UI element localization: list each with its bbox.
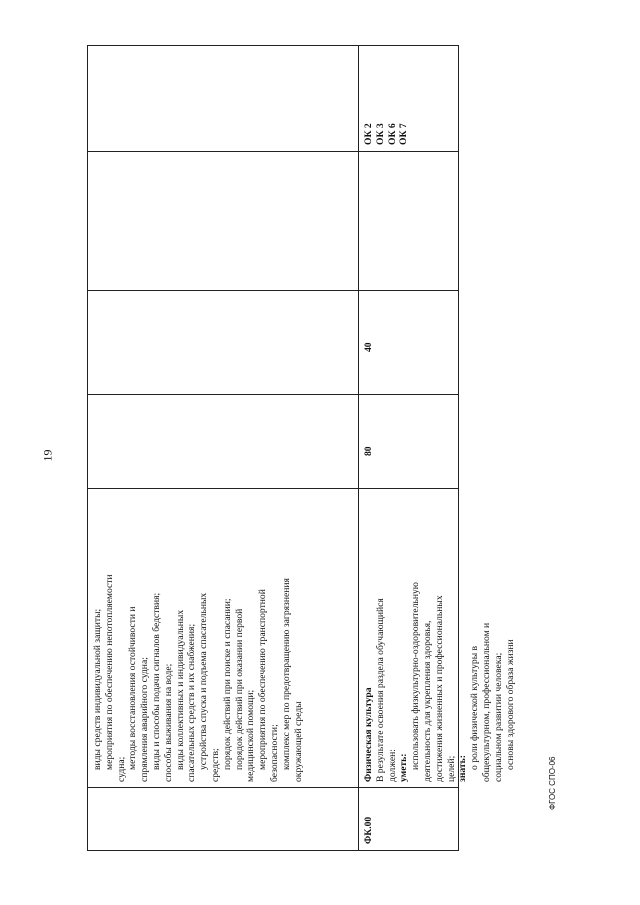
- fk-content: [363, 582, 516, 782]
- section-title: Физическая культура: [363, 687, 374, 782]
- content-line: социальном развитии человека;: [492, 652, 504, 782]
- content-line: окружающей среды: [292, 701, 304, 782]
- content-line: виды средств индивидуальной защиты;: [92, 608, 103, 770]
- content-line: спасательных средств и их снабжения;: [186, 623, 198, 782]
- col-divider-code: [87, 787, 459, 788]
- table-border-bottom: [87, 850, 459, 851]
- content-line: деятельность для укрепления здоровья,: [421, 620, 433, 782]
- content-line: спрямления аварийного судна;: [139, 657, 151, 782]
- content-line: безопасности;: [268, 724, 280, 782]
- content-line: должен:: [386, 749, 398, 782]
- footer-label: ФГОС СПО-06: [548, 756, 557, 810]
- col-divider-blank: [87, 290, 459, 291]
- competency-code: ОК 3: [374, 123, 386, 145]
- table-border-left: [87, 45, 88, 851]
- page-number: 19: [40, 449, 55, 462]
- max-hours: 80: [363, 446, 374, 456]
- content-line: медицинской помощи;: [245, 689, 257, 782]
- content-line: комплекс мер по предотвращению загрязнения: [280, 578, 292, 770]
- col-divider-content: [87, 488, 459, 489]
- content-line: достижения жизненных и профессиональных: [433, 595, 445, 782]
- content-line: мероприятия по обеспечению транспортной: [257, 589, 269, 770]
- content-line: основы здорового образа жизни: [504, 639, 516, 770]
- content-line: общекультурном, профессиональном и: [480, 622, 492, 782]
- row-code: ФК.00: [363, 816, 374, 844]
- required-hours: 40: [363, 342, 374, 352]
- content-line: порядок действий при оказании первой: [233, 608, 245, 770]
- content-line: виды коллективных и индивидуальных: [174, 609, 186, 770]
- col-divider-competencies: [87, 151, 459, 152]
- content-line: средств;: [209, 748, 221, 782]
- content-line: порядок действий при поиске и спасании;: [221, 598, 233, 770]
- content-line: методы восстановления остойчивости и: [127, 606, 139, 770]
- content-line: способы выживания на воде;: [162, 663, 174, 782]
- content-line: о роли физической культуры в: [469, 645, 481, 770]
- col-divider-hours: [87, 394, 459, 395]
- continuation-content: [92, 574, 304, 782]
- table-border-top: [87, 45, 459, 46]
- content-line: виды и способы подачи сигналов бедствия;: [150, 592, 162, 770]
- competency-code: ОК 6: [386, 123, 398, 145]
- content-line: знать:: [457, 755, 469, 782]
- content-line: мероприятия по обеспечению непотопляемости: [103, 574, 115, 770]
- content-line: целей;: [445, 755, 457, 782]
- content-line: уметь:: [398, 753, 410, 782]
- competencies: [363, 123, 410, 145]
- competency-code: ОК 2: [363, 123, 374, 145]
- content-line: судна;: [115, 756, 127, 782]
- content-line: устройства спуска и подъема спасательных: [198, 592, 210, 770]
- content-line: В результате освоения раздела обучающийся: [374, 598, 386, 782]
- row-divider: [358, 45, 359, 851]
- competency-code: ОК 7: [398, 123, 410, 145]
- content-line: использовать физкультурно-оздоровительную: [410, 582, 422, 770]
